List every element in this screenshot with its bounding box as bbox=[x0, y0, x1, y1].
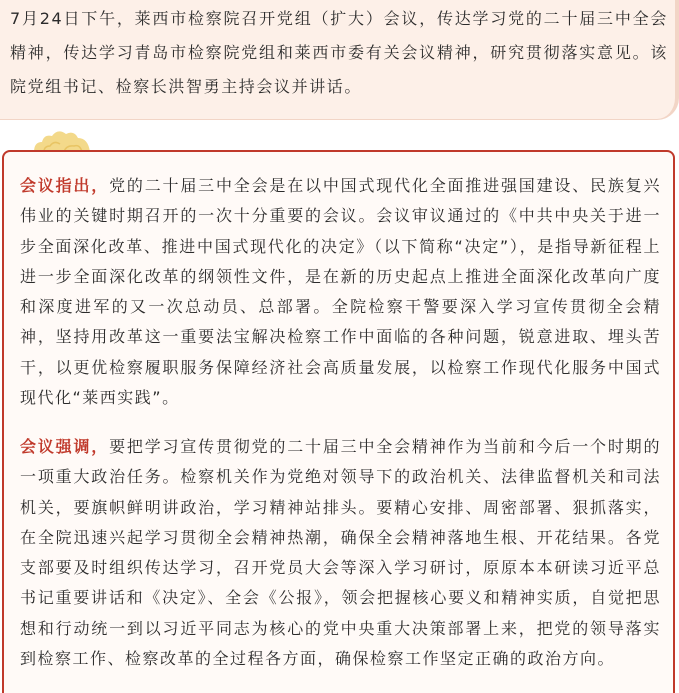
intro-paragraph: 7月24日下午，莱西市检察院召开党组（扩大）会议，传达学习党的二十届三中全会精神，传达学习青岛市检察院党组和莱西市委有关会议精神，研究贯彻落实意见。该院党组书记、检察长洪智勇主持会议并讲话。 bbox=[10, 9, 668, 96]
section-lead-1: 会议指出， bbox=[20, 176, 110, 195]
section-paragraph-1 bbox=[20, 171, 661, 413]
section-paragraph-2 bbox=[20, 432, 661, 674]
section-body-1: 党的二十届三中全会是在以中国式现代化全面推进强国建设、民族复兴伟业的关键时期召开的一次十分重要的会议。会议审议通过的《中共中央关于进一步全面深化改革、推进中国式现代化的决定》（以下简称“决定”），是指导新征程上进一步全面深化改革的纲领性文件，是在新的历史起点上推进全面深化改革向广度和深度进军的又一次总动员、总部署。全院检察干警要深入学习宣传贯彻全会精神，坚持用改革这一重要法宝解决检察工作中面临的各种问题，锐意进取、埋头苦干，以更优检察履职服务保障经济社会高质量发展，以检察工作现代化服务中国式现代化“莱西实践”。 bbox=[20, 176, 661, 408]
meeting-content-box bbox=[2, 150, 675, 693]
section-body-2: 要把学习宣传贯彻党的二十届三中全会精神作为当前和今后一个时期的一项重大政治任务。检察机关作为党绝对领导下的政治机关、法律监督机关和司法机关，要旗帜鲜明讲政治，学习精神站排头。要精心安排、周密部署、狠抓落实，在全院迅速兴起学习贯彻全会精神热潮，确保全会精神落地生根、开花结果。各党支部要及时组织传达学习，召开党员大会等深入学习研讨，原原本本研读习近平总书记重要讲话和《决定》、全会《公报》，领会把握核心要义和精神实质，自觉把思想和行动统一到以习近平同志为核心的党中央重大决策部署上来，把党的领导落实到检察工作、检察改革的全过程各方面，确保检察工作坚定正确的政治方向。 bbox=[20, 437, 661, 669]
section-lead-2: 会议强调， bbox=[20, 437, 110, 456]
intro-box bbox=[0, 0, 679, 120]
